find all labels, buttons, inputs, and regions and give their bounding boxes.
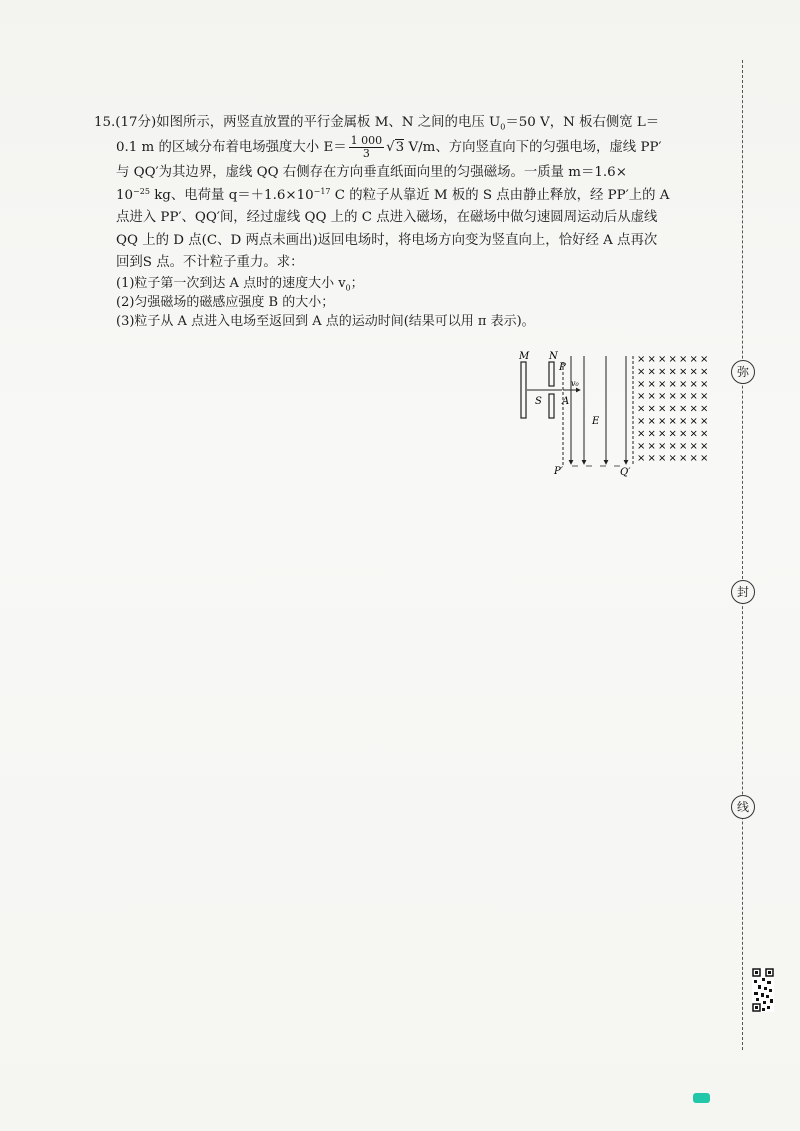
magnetic-cross: × <box>637 366 646 378</box>
seal-mark-1: 弥 <box>731 360 755 384</box>
magnetic-cross: × <box>689 403 698 415</box>
magnetic-cross: × <box>668 366 677 378</box>
question-15 <box>94 112 716 331</box>
magnetic-cross: × <box>679 378 688 390</box>
label-p-top: P <box>559 362 566 373</box>
magnetic-cross: × <box>689 391 698 403</box>
label-e: E <box>592 416 600 427</box>
text-segment: QQ 上的 D 点(C、D 两点未画出)返回电场时，将电场方向变为竖直向上，恰好经 A 点再次 <box>116 232 658 248</box>
text-segment: 10 <box>116 187 134 203</box>
magnetic-cross: × <box>658 366 667 378</box>
plate-n-lower <box>549 394 554 418</box>
text-segment: (3)粒子从 A 点进入电场至返回到 A 点的运动时间(结果可以用 π 表示)。 <box>116 314 535 330</box>
magnetic-cross: × <box>668 391 677 403</box>
magnetic-cross: × <box>647 354 656 365</box>
physics-diagram <box>516 348 716 480</box>
magnetic-cross: × <box>679 440 688 452</box>
subscript: 0 <box>500 122 506 132</box>
text-segment: 与 QQ′为其边界，虚线 QQ 右侧存在方向垂直纸面向里的匀强磁场。一质量 m＝1.6× <box>116 165 627 181</box>
magnetic-cross: × <box>658 428 667 440</box>
magnetic-cross: × <box>679 391 688 403</box>
magnetic-cross: × <box>668 403 677 415</box>
magnetic-cross: × <box>679 428 688 440</box>
question-line-5 <box>94 207 716 229</box>
magnetic-cross: × <box>647 416 656 427</box>
text-segment: V/m、方向竖直向下的匀强电场，虚线 PP′ <box>404 140 662 156</box>
magnetic-cross: × <box>700 440 709 452</box>
sub-question-3 <box>94 312 716 331</box>
seal-mark-2: 封 <box>731 580 755 604</box>
magnetic-cross: × <box>689 453 698 465</box>
plate-m <box>521 362 526 418</box>
magnetic-cross: × <box>658 354 667 365</box>
magnetic-cross: × <box>658 416 667 427</box>
magnetic-cross: × <box>668 378 677 390</box>
fraction-numerator: 1 000 <box>350 134 383 148</box>
text-segment: 点进入 PP′、QQ′间，经过虚线 QQ 上的 C 点进入磁场，在磁场中做匀速圆周运动后从虚线 <box>116 210 658 226</box>
magnetic-cross: × <box>668 440 677 452</box>
label-m: M <box>519 351 530 362</box>
magnetic-cross: × <box>637 354 646 365</box>
magnetic-cross: × <box>700 378 709 390</box>
question-line-1 <box>94 112 716 134</box>
question-points: (17分) <box>115 115 157 130</box>
magnetic-cross: × <box>700 428 709 440</box>
plate-n <box>549 362 554 386</box>
magnetic-cross: × <box>637 428 646 440</box>
magnetic-cross: × <box>658 440 667 452</box>
fraction <box>349 135 385 160</box>
magnetic-cross: × <box>647 366 656 378</box>
magnetic-cross: × <box>647 378 656 390</box>
magnetic-cross: × <box>637 391 646 403</box>
magnetic-cross: × <box>700 354 709 365</box>
magnetic-cross: × <box>689 416 698 427</box>
magnetic-cross: × <box>700 416 709 427</box>
magnetic-cross: × <box>668 354 677 365</box>
magnetic-cross: × <box>700 403 709 415</box>
magnetic-cross: × <box>700 366 709 378</box>
text-segment: 0.1 m 的区域分布着电场强度大小 E＝ <box>116 140 347 156</box>
magnetic-cross: × <box>637 378 646 390</box>
superscript: −17 <box>313 186 331 196</box>
question-number: 15. <box>94 115 116 130</box>
magnetic-cross: × <box>647 453 656 465</box>
magnetic-cross: × <box>700 391 709 403</box>
binding-dashed-line <box>742 60 743 1050</box>
label-n: N <box>549 351 558 362</box>
magnetic-cross: × <box>647 391 656 403</box>
superscript: −25 <box>133 186 150 196</box>
subscript: 0 <box>345 284 351 294</box>
text-segment: ； <box>350 276 364 292</box>
label-q-bottom: Q′ <box>620 467 631 478</box>
page-tab-marker <box>693 1093 710 1103</box>
magnetic-cross: × <box>658 453 667 465</box>
magnetic-cross: × <box>658 378 667 390</box>
magnetic-cross: × <box>668 428 677 440</box>
label-a: A <box>562 396 570 407</box>
magnetic-cross: × <box>679 366 688 378</box>
fraction-denominator: 3 <box>362 147 370 161</box>
magnetic-cross: × <box>658 391 667 403</box>
text-segment: ＝50 V，N 板右侧宽 L＝ <box>505 115 660 130</box>
magnetic-cross: × <box>679 416 688 427</box>
magnetic-cross: × <box>679 453 688 465</box>
magnetic-cross: × <box>647 428 656 440</box>
magnetic-cross: × <box>689 428 698 440</box>
seal-mark-3: 线 <box>731 795 755 819</box>
magnetic-cross: × <box>689 366 698 378</box>
magnetic-cross: × <box>668 416 677 427</box>
text-segment: 回到S 点。不计粒子重力。求： <box>116 255 304 271</box>
label-v0: v₀ <box>571 379 579 388</box>
sub-question-2 <box>94 293 716 312</box>
question-line-3 <box>94 162 716 184</box>
text-segment: (2)匀强磁场的磁感应强度 B 的大小； <box>116 295 335 311</box>
text-segment: (1)粒子第一次到达 A 点时的速度大小 v <box>116 276 346 292</box>
magnetic-cross: × <box>679 403 688 415</box>
magnetic-cross: × <box>637 416 646 427</box>
magnetic-cross: × <box>637 403 646 415</box>
magnetic-cross: × <box>679 354 688 365</box>
question-line-2: 0.1 m 的区域分布着电场强度大小 E＝ $\frac{1 000}{3}$ √3 V/m、方向竖直向下的匀强电场，虚线 PP′ <box>116 134 662 161</box>
text-segment: C 的粒子从靠近 M 板的 S 点由静止释放，经 PP′上的 A <box>330 187 670 203</box>
label-s: S <box>535 396 542 407</box>
magnetic-cross: × <box>689 378 698 390</box>
magnetic-cross: × <box>647 403 656 415</box>
magnetic-cross: × <box>637 453 646 465</box>
sqrt-radicand: 3 <box>395 140 405 156</box>
magnetic-field-crosses <box>637 354 708 464</box>
qr-code-icon <box>752 968 774 1012</box>
magnetic-cross: × <box>689 354 698 365</box>
sub-question-1 <box>94 274 716 293</box>
magnetic-cross: × <box>658 403 667 415</box>
text-segment: 如图所示，两竖直放置的平行金属板 M、N 之间的电压 U <box>156 115 501 130</box>
question-line-6 <box>94 230 716 252</box>
magnetic-cross: × <box>689 440 698 452</box>
text-segment: kg、电荷量 q＝＋1.6×10 <box>149 187 314 203</box>
label-p-bottom: P′ <box>554 466 563 477</box>
question-line-4 <box>94 185 716 207</box>
magnetic-cross: × <box>700 453 709 465</box>
question-line-7 <box>94 252 716 274</box>
magnetic-cross: × <box>637 440 646 452</box>
magnetic-cross: × <box>647 440 656 452</box>
magnetic-cross: × <box>668 453 677 465</box>
